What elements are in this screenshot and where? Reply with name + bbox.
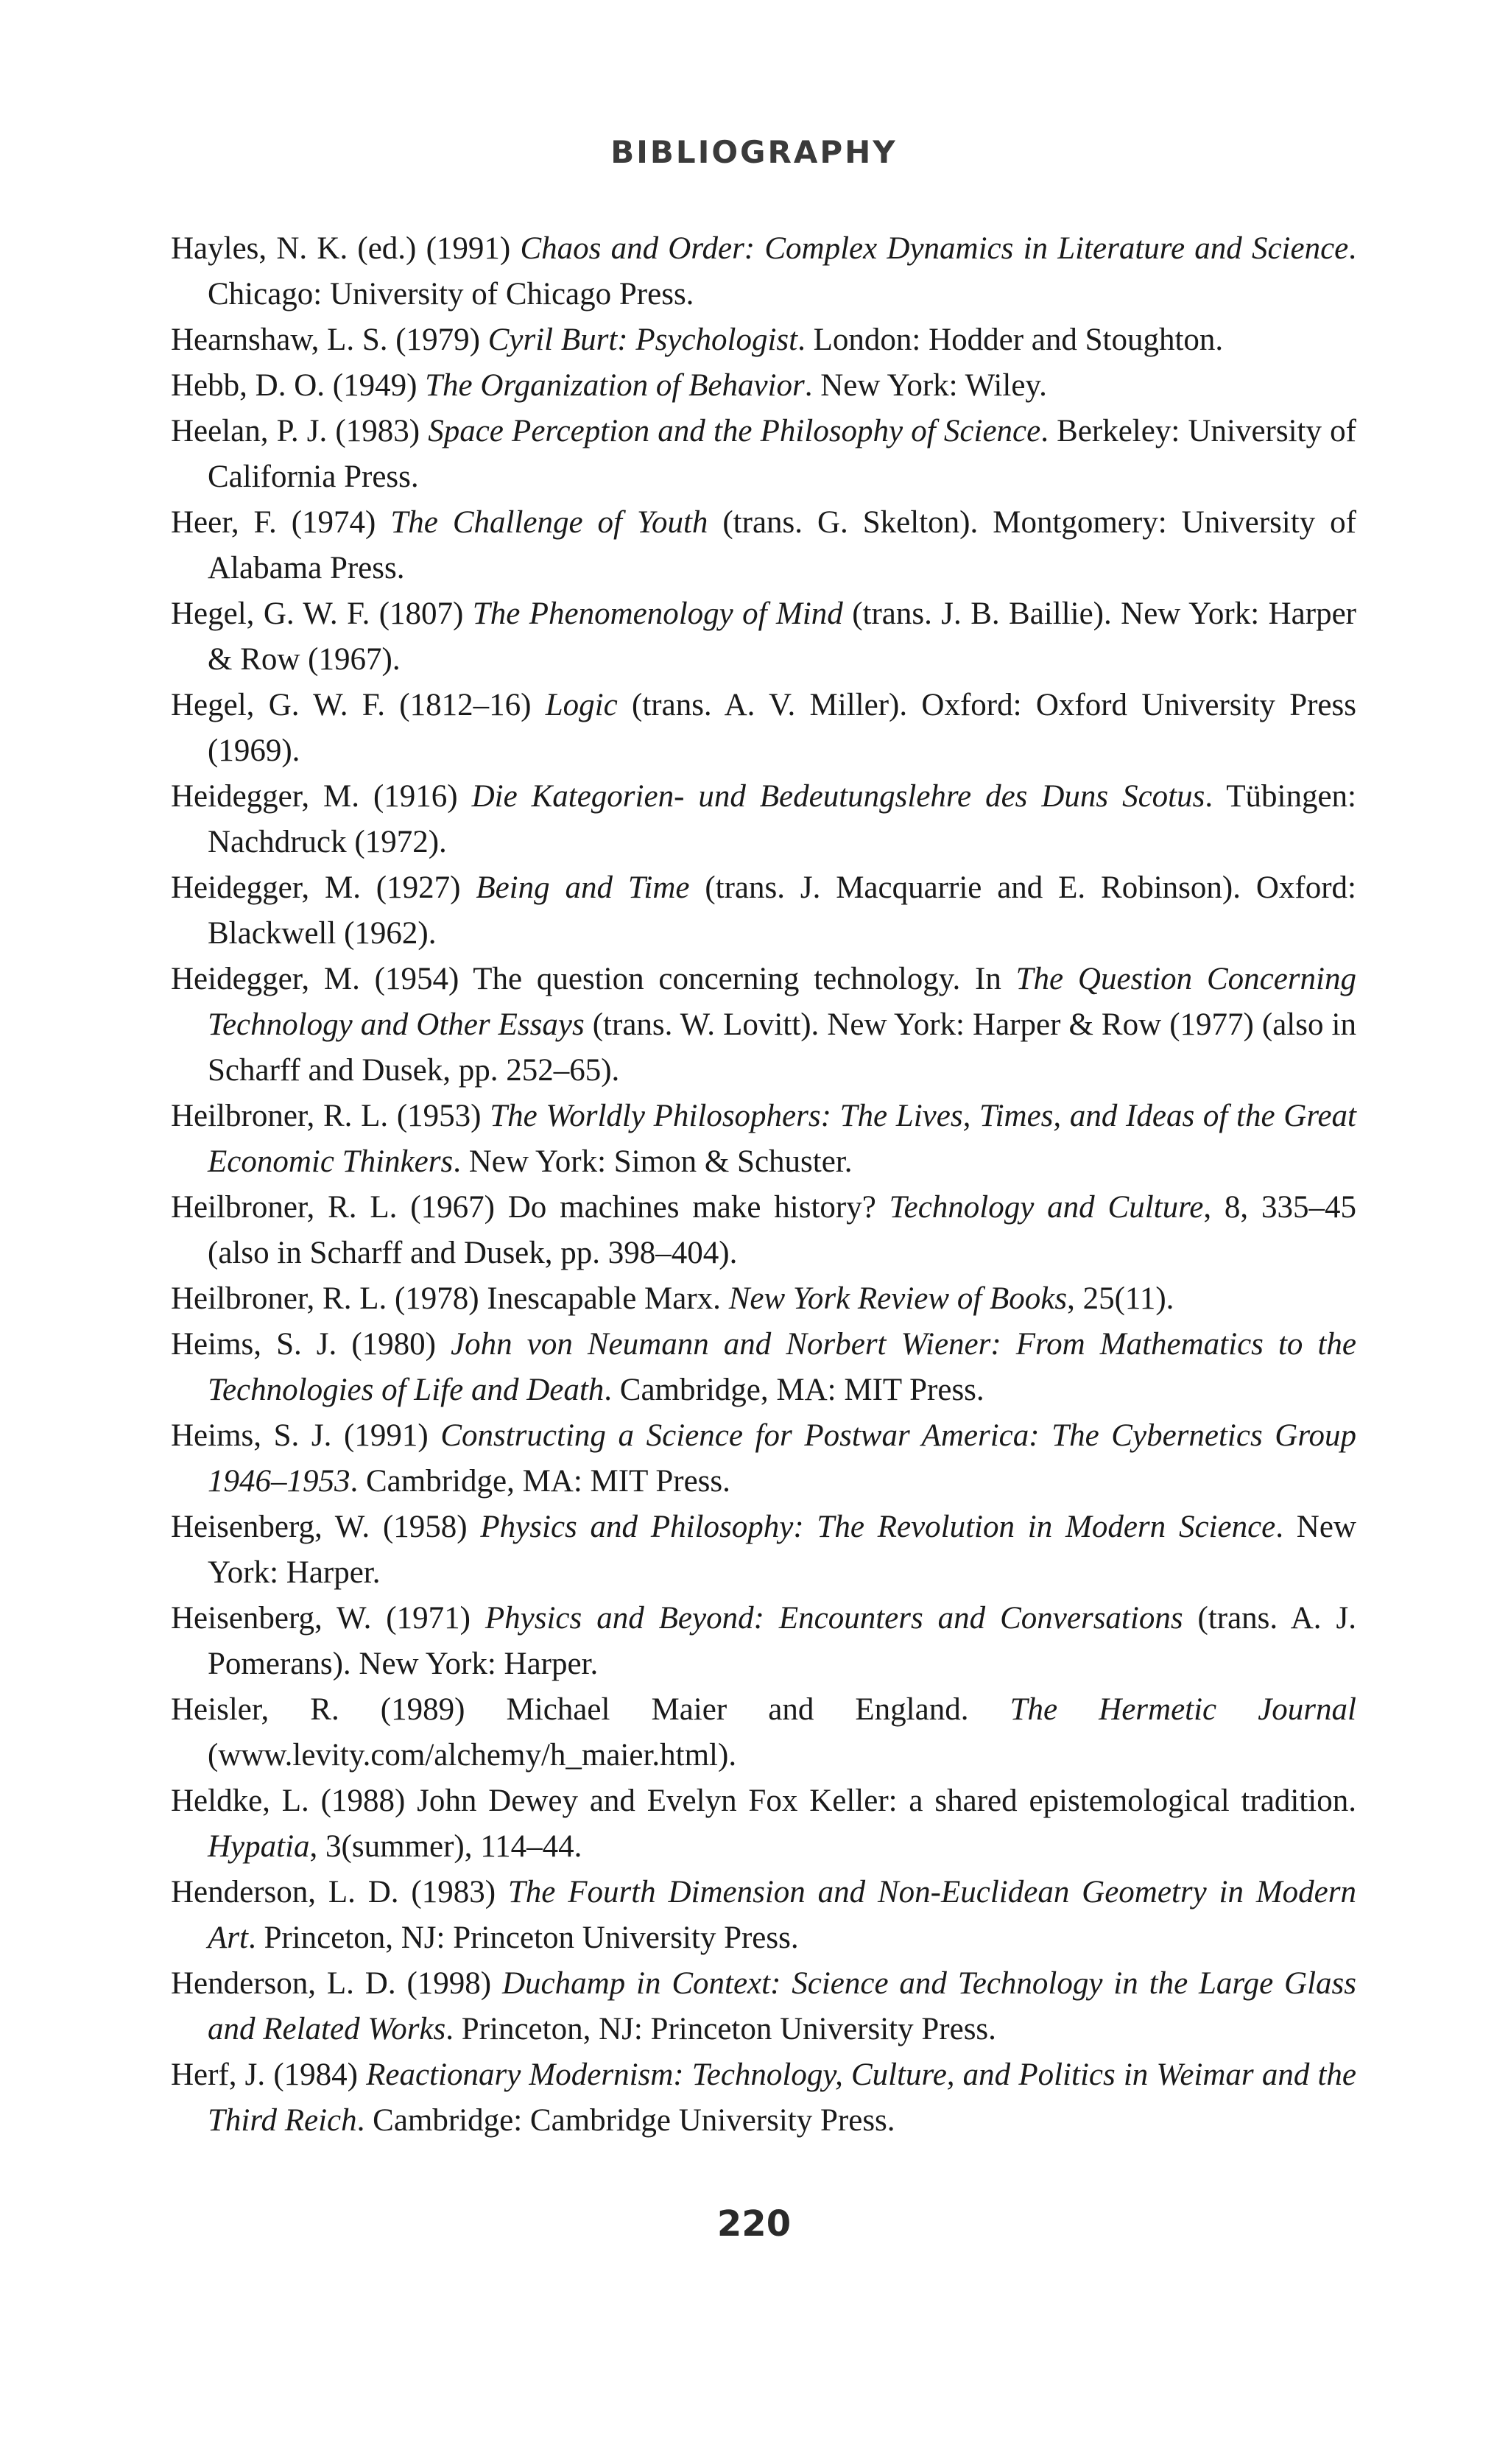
- bibliography-entry: Heidegger, M. (1927) Being and Time (trans. J. Macquarrie and E. Robinson). Oxford: Blackwell (1962).: [171, 870, 1356, 951]
- bibliography-entry: Hegel, G. W. F. (1807) The Phenomenology of Mind (trans. J. B. Baillie). New York: Harper & Row (1967).: [171, 596, 1356, 677]
- bibliography-entry: Henderson, L. D. (1983) The Fourth Dimension and Non-Euclidean Geometry in Modern Art. Princeton, NJ: Princeton University Press.: [171, 1875, 1356, 1955]
- bibliography-entry: Hearnshaw, L. S. (1979) Cyril Burt: Psychologist. London: Hodder and Stoughton.: [171, 323, 1224, 357]
- bibliography-entry: Heer, F. (1974) The Challenge of Youth (trans. G. Skelton). Montgomery: University of Alabama Press.: [171, 505, 1356, 585]
- bibliography-entry: Henderson, L. D. (1998) Duchamp in Context: Science and Technology in the Large Glass and Related Works. Princeton, NJ: Princeton University Press.: [171, 1966, 1356, 2046]
- bibliography-list: [171, 226, 1356, 2144]
- bibliography-entry: Heisenberg, W. (1958) Physics and Philosophy: The Revolution in Modern Science. New York: Harper.: [171, 1510, 1356, 1590]
- running-header: BIBLIOGRAPHY: [610, 134, 898, 170]
- bibliography-entry: Heilbroner, R. L. (1953) The Worldly Philosophers: The Lives, Times, and Ideas of the Great Economic Thinkers. New York: Simon & Schuster.: [171, 1099, 1356, 1179]
- bibliography-entry: Heilbroner, R. L. (1978) Inescapable Marx. New York Review of Books, 25(11).: [171, 1281, 1174, 1316]
- bibliography-entry: Heims, S. J. (1980) John von Neumann and Norbert Wiener: From Mathematics to the Technologies of Life and Death. Cambridge, MA: MIT Press.: [171, 1327, 1357, 1407]
- bibliography-entry: Heisenberg, W. (1971) Physics and Beyond: Encounters and Conversations (trans. A. J. Pomerans). New York: Harper.: [171, 1601, 1356, 1681]
- bibliography-entry: Heidegger, M. (1916) Die Kategorien- und Bedeutungslehre des Duns Scotus. Tübingen: Nachdruck (1972).: [171, 779, 1357, 859]
- bibliography-entry: Heldke, L. (1988) John Dewey and Evelyn Fox Keller: a shared epistemological tradition. Hypatia, 3(summer), 114–44.: [171, 1784, 1356, 1864]
- bibliography-entry: Hebb, D. O. (1949) The Organization of Behavior. New York: Wiley.: [171, 368, 1047, 403]
- bibliography-entry: Hegel, G. W. F. (1812–16) Logic (trans. A. V. Miller). Oxford: Oxford University Press (1969).: [171, 688, 1356, 768]
- bibliography-entry: Herf, J. (1984) Reactionary Modernism: Technology, Culture, and Politics in Weimar and the Third Reich. Cambridge: Cambridge University Press.: [171, 2058, 1356, 2138]
- bibliography-entry: Heelan, P. J. (1983) Space Perception and the Philosophy of Science. Berkeley: University of California Press.: [171, 414, 1356, 494]
- page-number: 220: [716, 2203, 792, 2245]
- bibliography-entry: Heilbroner, R. L. (1967) Do machines make history? Technology and Culture, 8, 335–45 (also in Scharff and Dusek, pp. 398–404).: [171, 1190, 1357, 1270]
- bibliography-entry: Heims, S. J. (1991) Constructing a Science for Postwar America: The Cybernetics Group 1946–1953. Cambridge, MA: MIT Press.: [171, 1418, 1356, 1499]
- bibliography-entry: Heidegger, M. (1954) The question concerning technology. In The Question Concerning Technology and Other Essays (trans. W. Lovitt). New York: Harper & Row (1977) (also in Scharff and Dusek, pp. 252–65).: [171, 962, 1356, 1088]
- bibliography-entry: Heisler, R. (1989) Michael Maier and England. The Hermetic Journal (www.levity.com/alchemy/h_maier.html).: [171, 1692, 1356, 1773]
- bibliography-entry: Hayles, N. K. (ed.) (1991) Chaos and Order: Complex Dynamics in Literature and Science. Chicago: University of Chicago Press.: [171, 231, 1357, 311]
